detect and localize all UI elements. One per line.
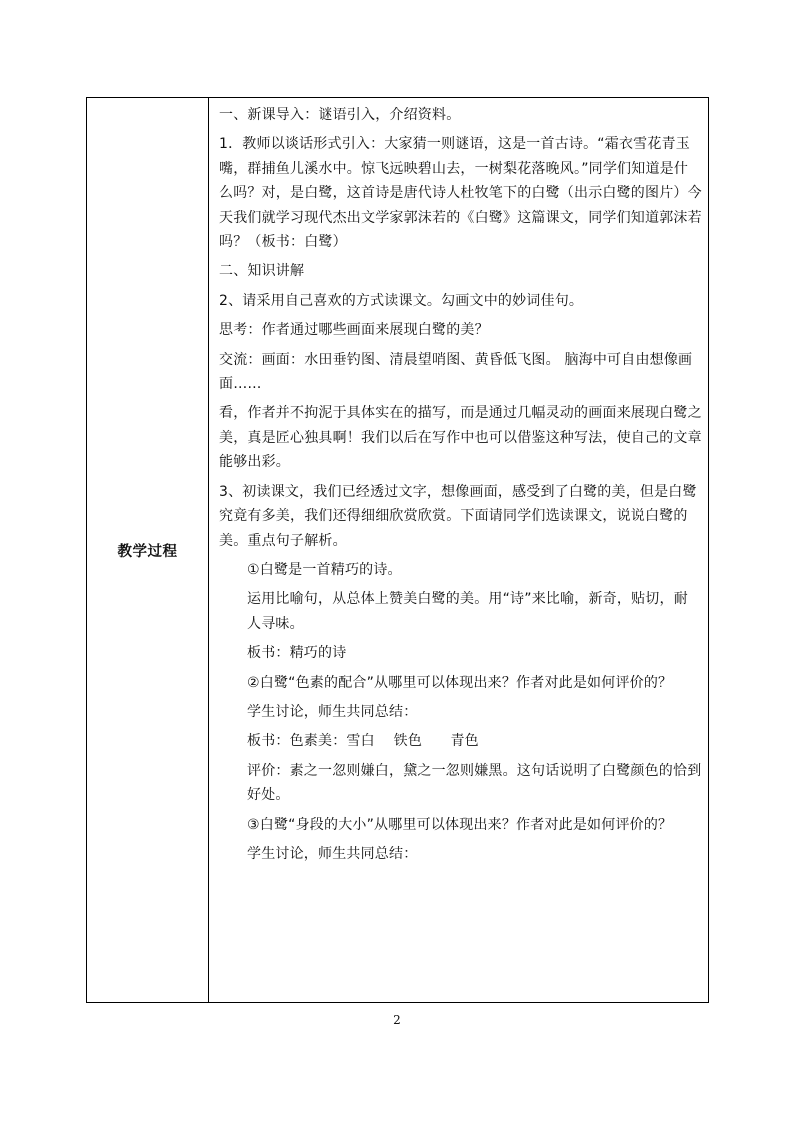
content-paragraph: 3、初读课文，我们已经透过文字，想像画面，感受到了白鹭的美，但是白鹭究竟有多美，我们还得细细欣赏欣赏。下面请同学们选读课文，说说白鹭的美。重点句子解析。 <box>219 483 697 549</box>
content-paragraph: 1．教师以谈话形式引入：大家猜一则谜语，这是一首古诗。“霜衣雪花青玉嘴，群捕鱼儿溪水中。惊飞远映碧山去，一树梨花落晚风。”同学们知道是什么吗？对，是白鹭，这首诗是唐代诗人杜牧笔下的白鹭（出示白鹭的图片）今天我们就学习现代杰出文学家郭沫若的《白鹭》这篇课文，同学们知道郭沫若吗？（板书：白鹭） <box>219 136 702 251</box>
content-paragraph: 2、请采用自己喜欢的方式读课文。勾画文中的妙词佳句。 <box>219 292 584 309</box>
content-paragraph: 学生讨论，师生共同总结： <box>247 845 418 862</box>
table-row <box>87 98 709 1003</box>
lesson-plan-table <box>86 97 709 1003</box>
content-paragraph: 交流：画面：水田垂钓图、清晨望哨图、黄昏低飞图。 脑海中可自由想像画面…… <box>219 351 693 393</box>
content-paragraph: ②白鹭“色素的配合”从哪里可以体现出来？作者对此是如何评价的？ <box>247 674 673 691</box>
content-paragraph: 学生讨论，师生共同总结： <box>247 703 418 720</box>
content-paragraph: 二、知识讲解 <box>219 263 305 280</box>
lesson-content <box>209 98 708 866</box>
content-paragraph: 板书：色素美：雪白 铁色 青色 <box>247 733 479 750</box>
row-label: 教学过程 <box>117 543 178 560</box>
page-number: 2 <box>393 1013 401 1027</box>
content-paragraph: 思考：作者通过哪些画面来展现白鹭的美？ <box>219 322 489 339</box>
content-paragraph: 一、新课导入：谜语引入，介绍资料。 <box>219 107 461 123</box>
content-paragraph: 板书：精巧的诗 <box>247 645 347 662</box>
row-content-cell <box>209 98 709 1003</box>
content-paragraph: 评价：素之一忽则嫌白，黛之一忽则嫌黑。这句话说明了白鹭颜色的恰到好处。 <box>247 762 702 804</box>
content-paragraph: 运用比喻句，从总体上赞美白鹭的美。用“诗”来比喻，新奇，贴切，耐人寻味。 <box>247 591 688 632</box>
content-paragraph: ③白鹭“身段的大小”从哪里可以体现出来？作者对此是如何评价的？ <box>247 816 673 833</box>
content-paragraph: 看，作者并不拘泥于具体实在的描写，而是通过几幅灵动的画面来展现白鹭之美，真是匠心独具啊！我们以后在写作中也可以借鉴这种写法，使自己的文章能够出彩。 <box>219 405 702 471</box>
content-paragraph: ①白鹭是一首精巧的诗。 <box>247 561 402 578</box>
row-label-cell <box>87 98 209 1003</box>
